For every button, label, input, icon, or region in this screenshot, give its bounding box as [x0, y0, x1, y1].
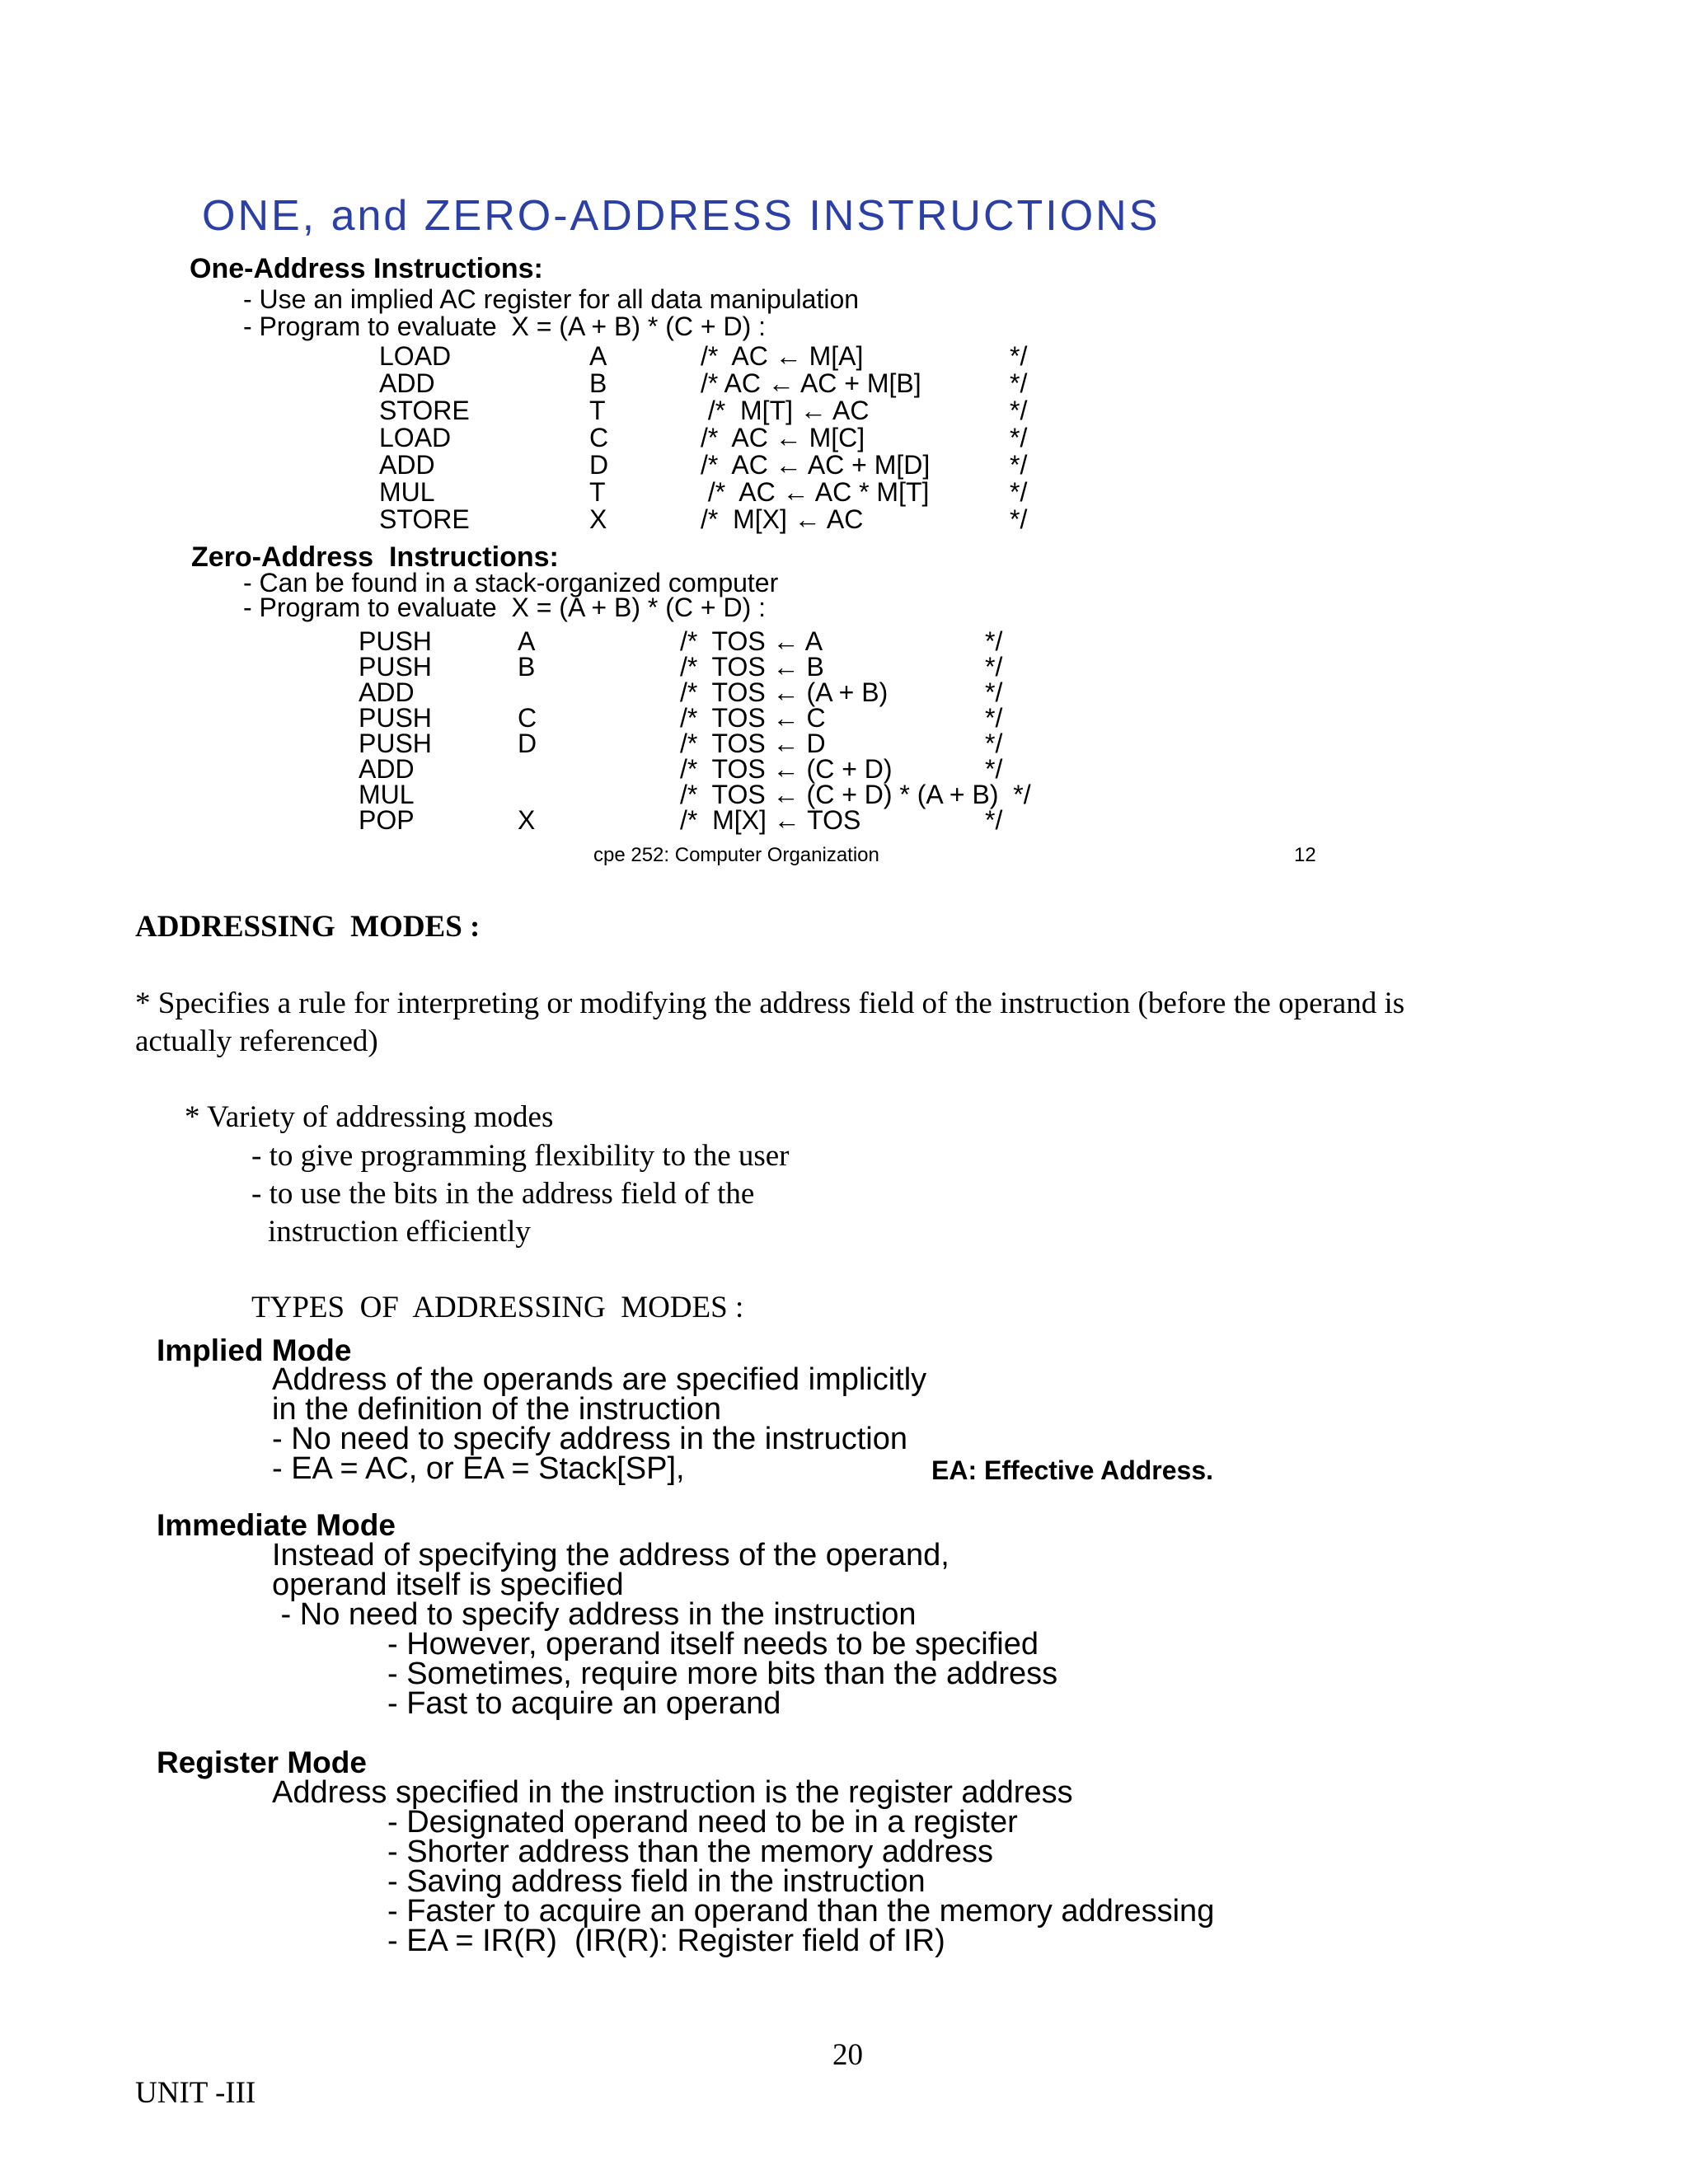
- code-comment: /* TOS ← D: [680, 729, 826, 758]
- code-comment-end: */: [985, 754, 1003, 784]
- code-comment-end: */: [1010, 450, 1028, 480]
- code-comment-end: */: [985, 626, 1003, 656]
- mode-sub-line: - Saving address field in the instruction: [387, 1864, 926, 1899]
- paragraph-line-1: * Specifies a rule for interpreting or modifying the address field of the instruction (before the operand is: [135, 987, 1405, 1020]
- one-address-bullet-2: - Program to evaluate X = (A + B) * (C + D) :: [243, 312, 767, 341]
- code-comment: /* M[T] ← AC: [701, 396, 870, 425]
- code-op: ADD: [359, 754, 415, 784]
- zero-address-bullet-1: - Can be found in a stack-organized computer: [243, 568, 779, 598]
- code-arg: D: [589, 450, 609, 480]
- mode-sub-line: - Designated operand need to be in a register: [387, 1805, 1018, 1840]
- code-comment: /* TOS ← B: [680, 652, 824, 682]
- mode-sub-line: - Fast to acquire an operand: [387, 1686, 781, 1721]
- code-arg: A: [518, 626, 536, 656]
- mode-sub-line: - Sometimes, require more bits than the address: [387, 1657, 1058, 1691]
- code-arg: X: [518, 805, 536, 835]
- code-comment-end: */: [985, 729, 1003, 758]
- code-comment-end: */: [985, 652, 1003, 682]
- slide-title: ONE, and ZERO-ADDRESS INSTRUCTIONS: [202, 192, 1160, 240]
- ea-note: EA: Effective Address.: [931, 1455, 1214, 1485]
- code-arg: C: [518, 703, 537, 733]
- unit-label: UNIT -III: [135, 2076, 256, 2110]
- code-comment: /* M[X] ← AC: [701, 504, 864, 534]
- mode-line: operand itself is specified: [272, 1568, 624, 1602]
- code-comment-end: */: [1010, 341, 1028, 371]
- code-comment: /* TOS ← (A + B): [680, 677, 889, 707]
- register-mode-heading: Register Mode: [157, 1746, 367, 1779]
- code-arg: A: [589, 341, 607, 371]
- code-op: PUSH: [359, 729, 432, 758]
- code-comment-end: */: [985, 703, 1003, 733]
- code-op: POP: [359, 805, 415, 835]
- code-comment-end: */: [1010, 477, 1028, 507]
- code-op: PUSH: [359, 652, 432, 682]
- code-op: PUSH: [359, 626, 432, 656]
- slide-page-number: 12: [1294, 844, 1316, 866]
- code-comment: /* TOS ← C: [680, 703, 826, 733]
- variety-sub-1: - to give programming flexibility to the user: [251, 1139, 790, 1173]
- code-arg: X: [589, 504, 607, 534]
- paragraph-line-2: actually referenced): [135, 1024, 378, 1058]
- code-comment: /* TOS ← (C + D): [680, 754, 893, 784]
- one-address-bullet-1: - Use an implied AC register for all data manipulation: [243, 284, 860, 314]
- mode-sub-line: - Faster to acquire an operand than the memory addressing: [387, 1894, 1215, 1929]
- mode-line: Address specified in the instruction is the register address: [272, 1775, 1073, 1810]
- code-op: MUL: [379, 477, 435, 507]
- section-heading: ADDRESSING MODES :: [135, 910, 481, 944]
- code-comment-end: */: [1010, 396, 1028, 425]
- code-comment-end: */: [985, 677, 1003, 707]
- code-comment-end: */: [985, 805, 1003, 835]
- variety-bullet: * Variety of addressing modes: [185, 1100, 554, 1134]
- variety-sub-3: instruction efficiently: [268, 1215, 531, 1249]
- code-arg: D: [518, 729, 537, 758]
- implied-mode-heading: Implied Mode: [157, 1333, 352, 1367]
- mode-sub-line: - Shorter address than the memory address: [387, 1835, 994, 1869]
- zero-address-bullet-2: - Program to evaluate X = (A + B) * (C + D) :: [243, 593, 767, 622]
- code-comment: /* AC ← AC + M[D]: [701, 450, 931, 480]
- code-comment-end: */: [1010, 423, 1028, 452]
- code-comment: /* TOS ← (C + D) * (A + B) */: [680, 780, 1031, 809]
- code-arg: B: [518, 652, 536, 682]
- mode-sub-line: - However, operand itself needs to be specified: [387, 1627, 1039, 1661]
- code-comment: /* TOS ← A: [680, 626, 823, 656]
- code-arg: B: [589, 368, 607, 398]
- code-op: STORE: [379, 396, 470, 425]
- variety-sub-2: - to use the bits in the address field of the: [251, 1177, 755, 1211]
- mode-sub-line: - EA = IR(R) (IR(R): Register field of IR): [387, 1924, 945, 1958]
- code-op: ADD: [379, 450, 435, 480]
- mode-line: Instead of specifying the address of the operand,: [272, 1538, 950, 1572]
- code-comment: /* AC ← AC * M[T]: [701, 477, 930, 507]
- code-op: ADD: [359, 677, 415, 707]
- code-op: PUSH: [359, 703, 432, 733]
- code-comment: /* AC ← M[C]: [701, 423, 865, 452]
- zero-address-heading: Zero-Address Instructions:: [191, 541, 559, 573]
- code-op: LOAD: [379, 423, 452, 452]
- slide-footer: cpe 252: Computer Organization: [593, 844, 879, 866]
- mode-line: - No need to specify address in the instruction: [272, 1597, 917, 1632]
- code-comment-end: */: [1010, 368, 1028, 398]
- mode-line: - No need to specify address in the instruction: [272, 1422, 907, 1456]
- code-op: MUL: [359, 780, 415, 809]
- code-arg: C: [589, 423, 609, 452]
- mode-line: Address of the operands are specified implicitly: [272, 1362, 927, 1397]
- mode-line: - EA = AC, or EA = Stack[SP],: [272, 1451, 685, 1486]
- code-comment: /* AC ← M[A]: [701, 341, 864, 371]
- types-heading: TYPES OF ADDRESSING MODES :: [251, 1291, 744, 1324]
- code-op: ADD: [379, 368, 435, 398]
- code-comment: /* AC ← AC + M[B]: [701, 368, 921, 398]
- page-number: 20: [832, 2038, 863, 2072]
- code-comment-end: */: [1010, 504, 1028, 534]
- code-comment: /* M[X] ← TOS: [680, 805, 861, 835]
- code-op: STORE: [379, 504, 470, 534]
- one-address-heading: One-Address Instructions:: [190, 253, 543, 284]
- mode-line: in the definition of the instruction: [272, 1392, 722, 1427]
- code-arg: T: [589, 477, 606, 507]
- code-op: LOAD: [379, 341, 452, 371]
- code-arg: T: [589, 396, 606, 425]
- immediate-mode-heading: Immediate Mode: [157, 1508, 396, 1542]
